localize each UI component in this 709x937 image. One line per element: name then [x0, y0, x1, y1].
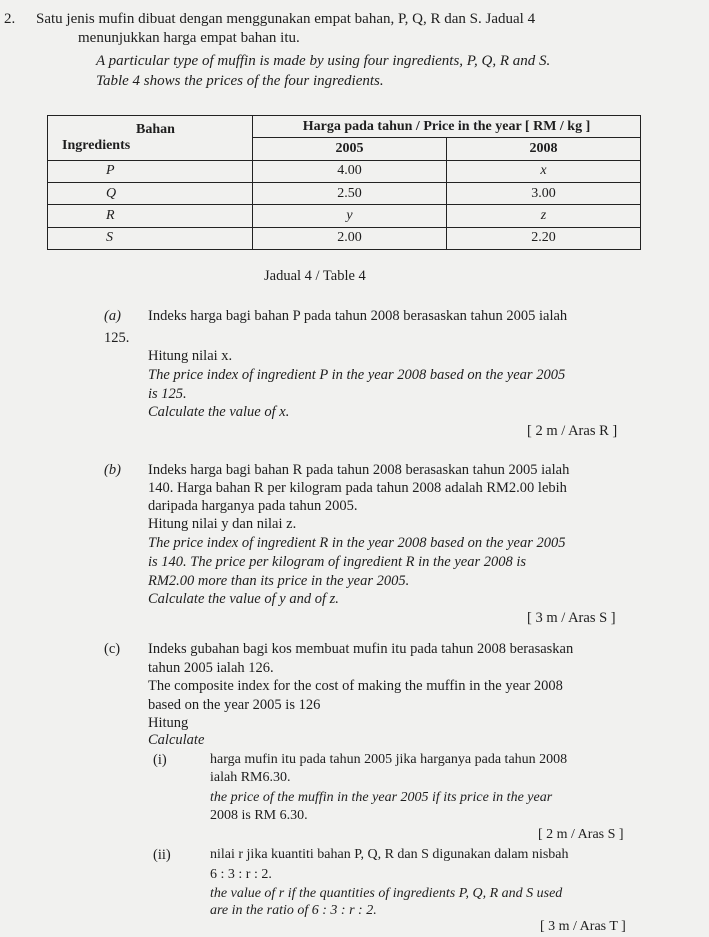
part-a-marks: [ 2 m / Aras R ]: [527, 423, 618, 439]
intro-ms-line-2: menunjukkan harga empat bahan itu.: [78, 30, 300, 46]
part-c-ii-marks: [ 3 m / Aras T ]: [540, 919, 626, 934]
intro-en-line-2: Table 4 shows the prices of the four ingredients.: [96, 73, 384, 89]
part-a-en-3: Calculate the value of x.: [148, 404, 290, 420]
price-2008-cell: z: [446, 205, 640, 227]
part-b-en-4: Calculate the value of y and of z.: [148, 591, 339, 607]
price-2005-cell: 2.50: [253, 182, 447, 204]
part-a-en-2: is 125.: [148, 386, 187, 402]
part-a-en-1: The price index of ingredient P in the year 2008 based on the year 2005: [148, 367, 566, 383]
ingredient-cell: P: [48, 160, 253, 182]
ingredient-header-ms: Bahan: [136, 121, 175, 137]
part-c-i-ms-1: harga mufin itu pada tahun 2005 jika harganya pada tahun 2008: [210, 752, 568, 767]
table-caption: Jadual 4 / Table 4: [264, 268, 366, 284]
year-2008-header: 2008: [446, 138, 640, 160]
part-c-i-label: (i): [153, 752, 167, 768]
part-b-ms-3: daripada harganya pada tahun 2005.: [148, 498, 358, 514]
price-2005-cell: 2.00: [253, 227, 447, 249]
price-2008-cell: x: [446, 160, 640, 182]
price-2008-cell: 3.00: [446, 182, 640, 204]
part-c-ii-label: (ii): [153, 847, 171, 863]
ingredient-cell: S: [48, 227, 253, 249]
part-b-ms-2: 140. Harga bahan R per kilogram pada tahun 2008 adalah RM2.00 lebih: [148, 480, 567, 496]
part-b-en-1: The price index of ingredient R in the year 2008 based on the year 2005: [148, 535, 566, 551]
part-c-ii-ms-1: nilai r jika kuantiti bahan P, Q, R dan S digunakan dalam nisbah: [210, 847, 569, 862]
part-b-en-2: is 140. The price per kilogram of ingredient R in the year 2008 is: [148, 554, 527, 570]
ingredient-cell: Q: [48, 182, 253, 204]
part-c-en-3: Calculate: [148, 732, 205, 748]
part-c-ii-en-2: are in the ratio of 6 : 3 : r : 2.: [210, 903, 377, 918]
ingredient-header: [48, 116, 253, 161]
price-table: [47, 115, 641, 250]
part-c-ms-3: Hitung: [148, 715, 189, 731]
part-c-i-marks: [ 2 m / Aras S ]: [538, 827, 624, 842]
price-header: Harga pada tahun / Price in the year [ RM / kg ]: [253, 116, 641, 138]
part-b-label: (b): [104, 462, 121, 478]
part-b-ms-4: Hitung nilai y dan nilai z.: [148, 516, 297, 532]
part-c-en-1: The composite index for the cost of making the muffin in the year 2008: [148, 678, 563, 694]
question-number: 2.: [4, 11, 16, 27]
part-a-ms-3: Hitung nilai x.: [148, 348, 233, 364]
part-c-ms-2: tahun 2005 ialah 126.: [148, 660, 274, 676]
intro-ms-line-1: Satu jenis mufin dibuat dengan menggunakan empat bahan, P, Q, R dan S. Jadual 4: [36, 11, 536, 27]
price-2005-cell: y: [253, 205, 447, 227]
table-row: [48, 160, 641, 182]
part-c-label: (c): [104, 641, 121, 657]
part-c-ii-ms-2: 6 : 3 : r : 2.: [210, 867, 272, 882]
price-2008-cell: 2.20: [446, 227, 640, 249]
part-c-en-2: based on the year 2005 is 126: [148, 697, 321, 713]
year-2005-header: 2005: [253, 138, 447, 160]
part-c-i-en-2: 2008 is RM 6.30.: [210, 808, 308, 823]
intro-en-line-1: A particular type of muffin is made by using four ingredients, P, Q, R and S.: [96, 53, 551, 69]
part-a-ms-1: Indeks harga bagi bahan P pada tahun 2008 berasaskan tahun 2005 ialah: [148, 308, 568, 324]
price-2005-cell: 4.00: [253, 160, 447, 182]
ingredient-header-en: Ingredients: [62, 137, 131, 153]
table-row: [48, 182, 641, 204]
part-c-i-ms-2: ialah RM6.30.: [210, 770, 291, 785]
part-b-en-3: RM2.00 more than its price in the year 2005.: [148, 573, 410, 589]
table-row: [48, 205, 641, 227]
part-c-ms-1: Indeks gubahan bagi kos membuat mufin itu pada tahun 2008 berasaskan: [148, 641, 574, 657]
ingredient-cell: R: [48, 205, 253, 227]
part-a-ms-2: 125.: [104, 330, 130, 346]
part-a-label: (a): [104, 308, 121, 324]
part-b-ms-1: Indeks harga bagi bahan R pada tahun 2008 berasaskan tahun 2005 ialah: [148, 462, 570, 478]
part-c-ii-en-1: the value of r if the quantities of ingredients P, Q, R and S used: [210, 886, 563, 901]
part-c-i-en-1: the price of the muffin in the year 2005 if its price in the year: [210, 790, 553, 805]
part-b-marks: [ 3 m / Aras S ]: [527, 610, 616, 626]
table-row: [48, 227, 641, 249]
